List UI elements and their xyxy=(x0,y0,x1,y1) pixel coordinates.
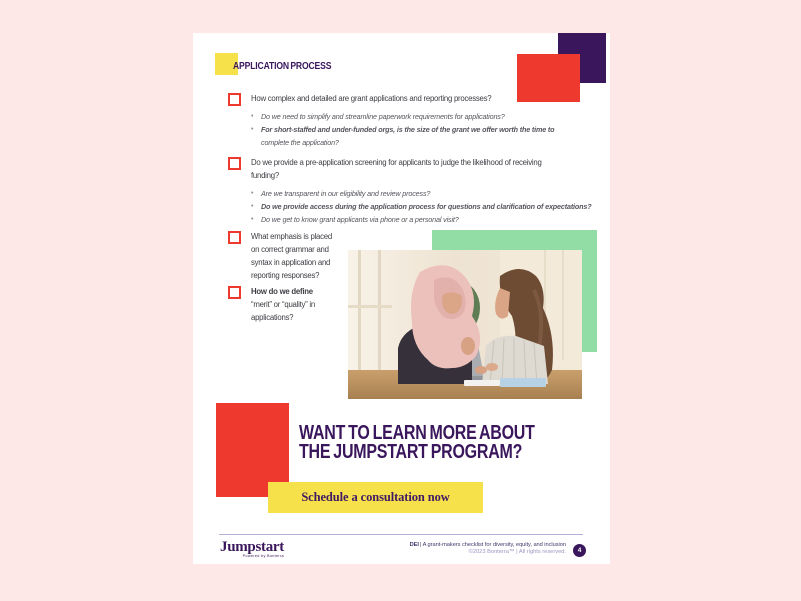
sub-bullets xyxy=(251,187,591,226)
bullet-item xyxy=(251,200,591,213)
bullet-marker-icon xyxy=(251,200,255,213)
question-text: “merit” or “quality” in xyxy=(251,300,315,309)
jumpstart-wordmark: Jumpstart xyxy=(220,539,284,555)
document-page xyxy=(193,33,610,564)
checklist-item-3 xyxy=(228,230,332,282)
bullet-text: Do we provide access during the application process for questions and clarification of expectations? xyxy=(261,202,592,211)
question-text: How do we define xyxy=(251,287,313,296)
footer-copyright: ©2023 Bonterra™ | All rights reserved. xyxy=(468,549,566,555)
bullet-text: Are we transparent in our eligibility and review process? xyxy=(261,189,431,198)
bullet-item xyxy=(251,110,554,123)
checkbox-icon xyxy=(228,93,241,106)
bullet-text: complete the application? xyxy=(261,138,339,147)
jumpstart-logo xyxy=(220,539,284,558)
question-text: funding? xyxy=(251,171,279,180)
bullet-marker-icon xyxy=(251,110,255,123)
schedule-consultation-button-label: Schedule a consultation now xyxy=(301,490,450,504)
question-text: How complex and detailed are grant applications and reporting processes? xyxy=(251,94,492,103)
question-text: on correct grammar and xyxy=(251,245,329,254)
checklist-item-4 xyxy=(228,285,315,324)
checkbox-icon xyxy=(228,286,241,299)
footer-divider xyxy=(219,534,583,535)
checklist-item-1 xyxy=(228,92,554,149)
question-text: What emphasis is placed xyxy=(251,232,332,241)
page-number-badge: 4 xyxy=(573,544,586,557)
bullet-marker-icon xyxy=(251,187,255,200)
cta-heading-line1: WANT TO LEARN MORE ABOUT xyxy=(299,422,535,444)
footer-doc-title: | A grant-makers checklist for diversity, equity, and inclusion xyxy=(419,542,566,548)
checklist-item-2 xyxy=(228,156,591,226)
footer-doc-series: DEI xyxy=(409,542,419,548)
footer-doc-info xyxy=(410,542,566,556)
checkbox-icon xyxy=(228,157,241,170)
bullet-marker-icon xyxy=(251,123,255,149)
question-text: reporting responses? xyxy=(251,271,320,280)
question-text: applications? xyxy=(251,313,294,322)
schedule-consultation-button[interactable] xyxy=(268,482,483,513)
bullet-item xyxy=(251,123,554,149)
section-title: APPLICATION PROCESS xyxy=(233,60,332,72)
bullet-item xyxy=(251,187,591,200)
question-text: Do we provide a pre-application screening for applicants to judge the likelihood of receiving xyxy=(251,158,542,167)
bullet-text: Do we need to simplify and streamline paperwork requirements for applications? xyxy=(261,112,505,121)
bullet-text: Do we get to know grant applicants via phone or a personal visit? xyxy=(261,215,459,224)
question-text: syntax in application and xyxy=(251,258,331,267)
cta-heading-line2: THE JUMPSTART PROGRAM? xyxy=(299,441,523,463)
footer-doc-title-line xyxy=(410,542,566,549)
cta-heading xyxy=(299,424,535,462)
consultation-photo xyxy=(348,250,582,399)
jumpstart-tagline: Powered by Bonterra xyxy=(242,554,284,558)
bullet-marker-icon xyxy=(251,213,255,226)
sub-bullets xyxy=(251,110,554,149)
checkbox-icon xyxy=(228,231,241,244)
bullet-item xyxy=(251,213,591,226)
bullet-text: For short-staffed and under-funded orgs, is the size of the grant we offer worth the time to xyxy=(261,125,555,134)
